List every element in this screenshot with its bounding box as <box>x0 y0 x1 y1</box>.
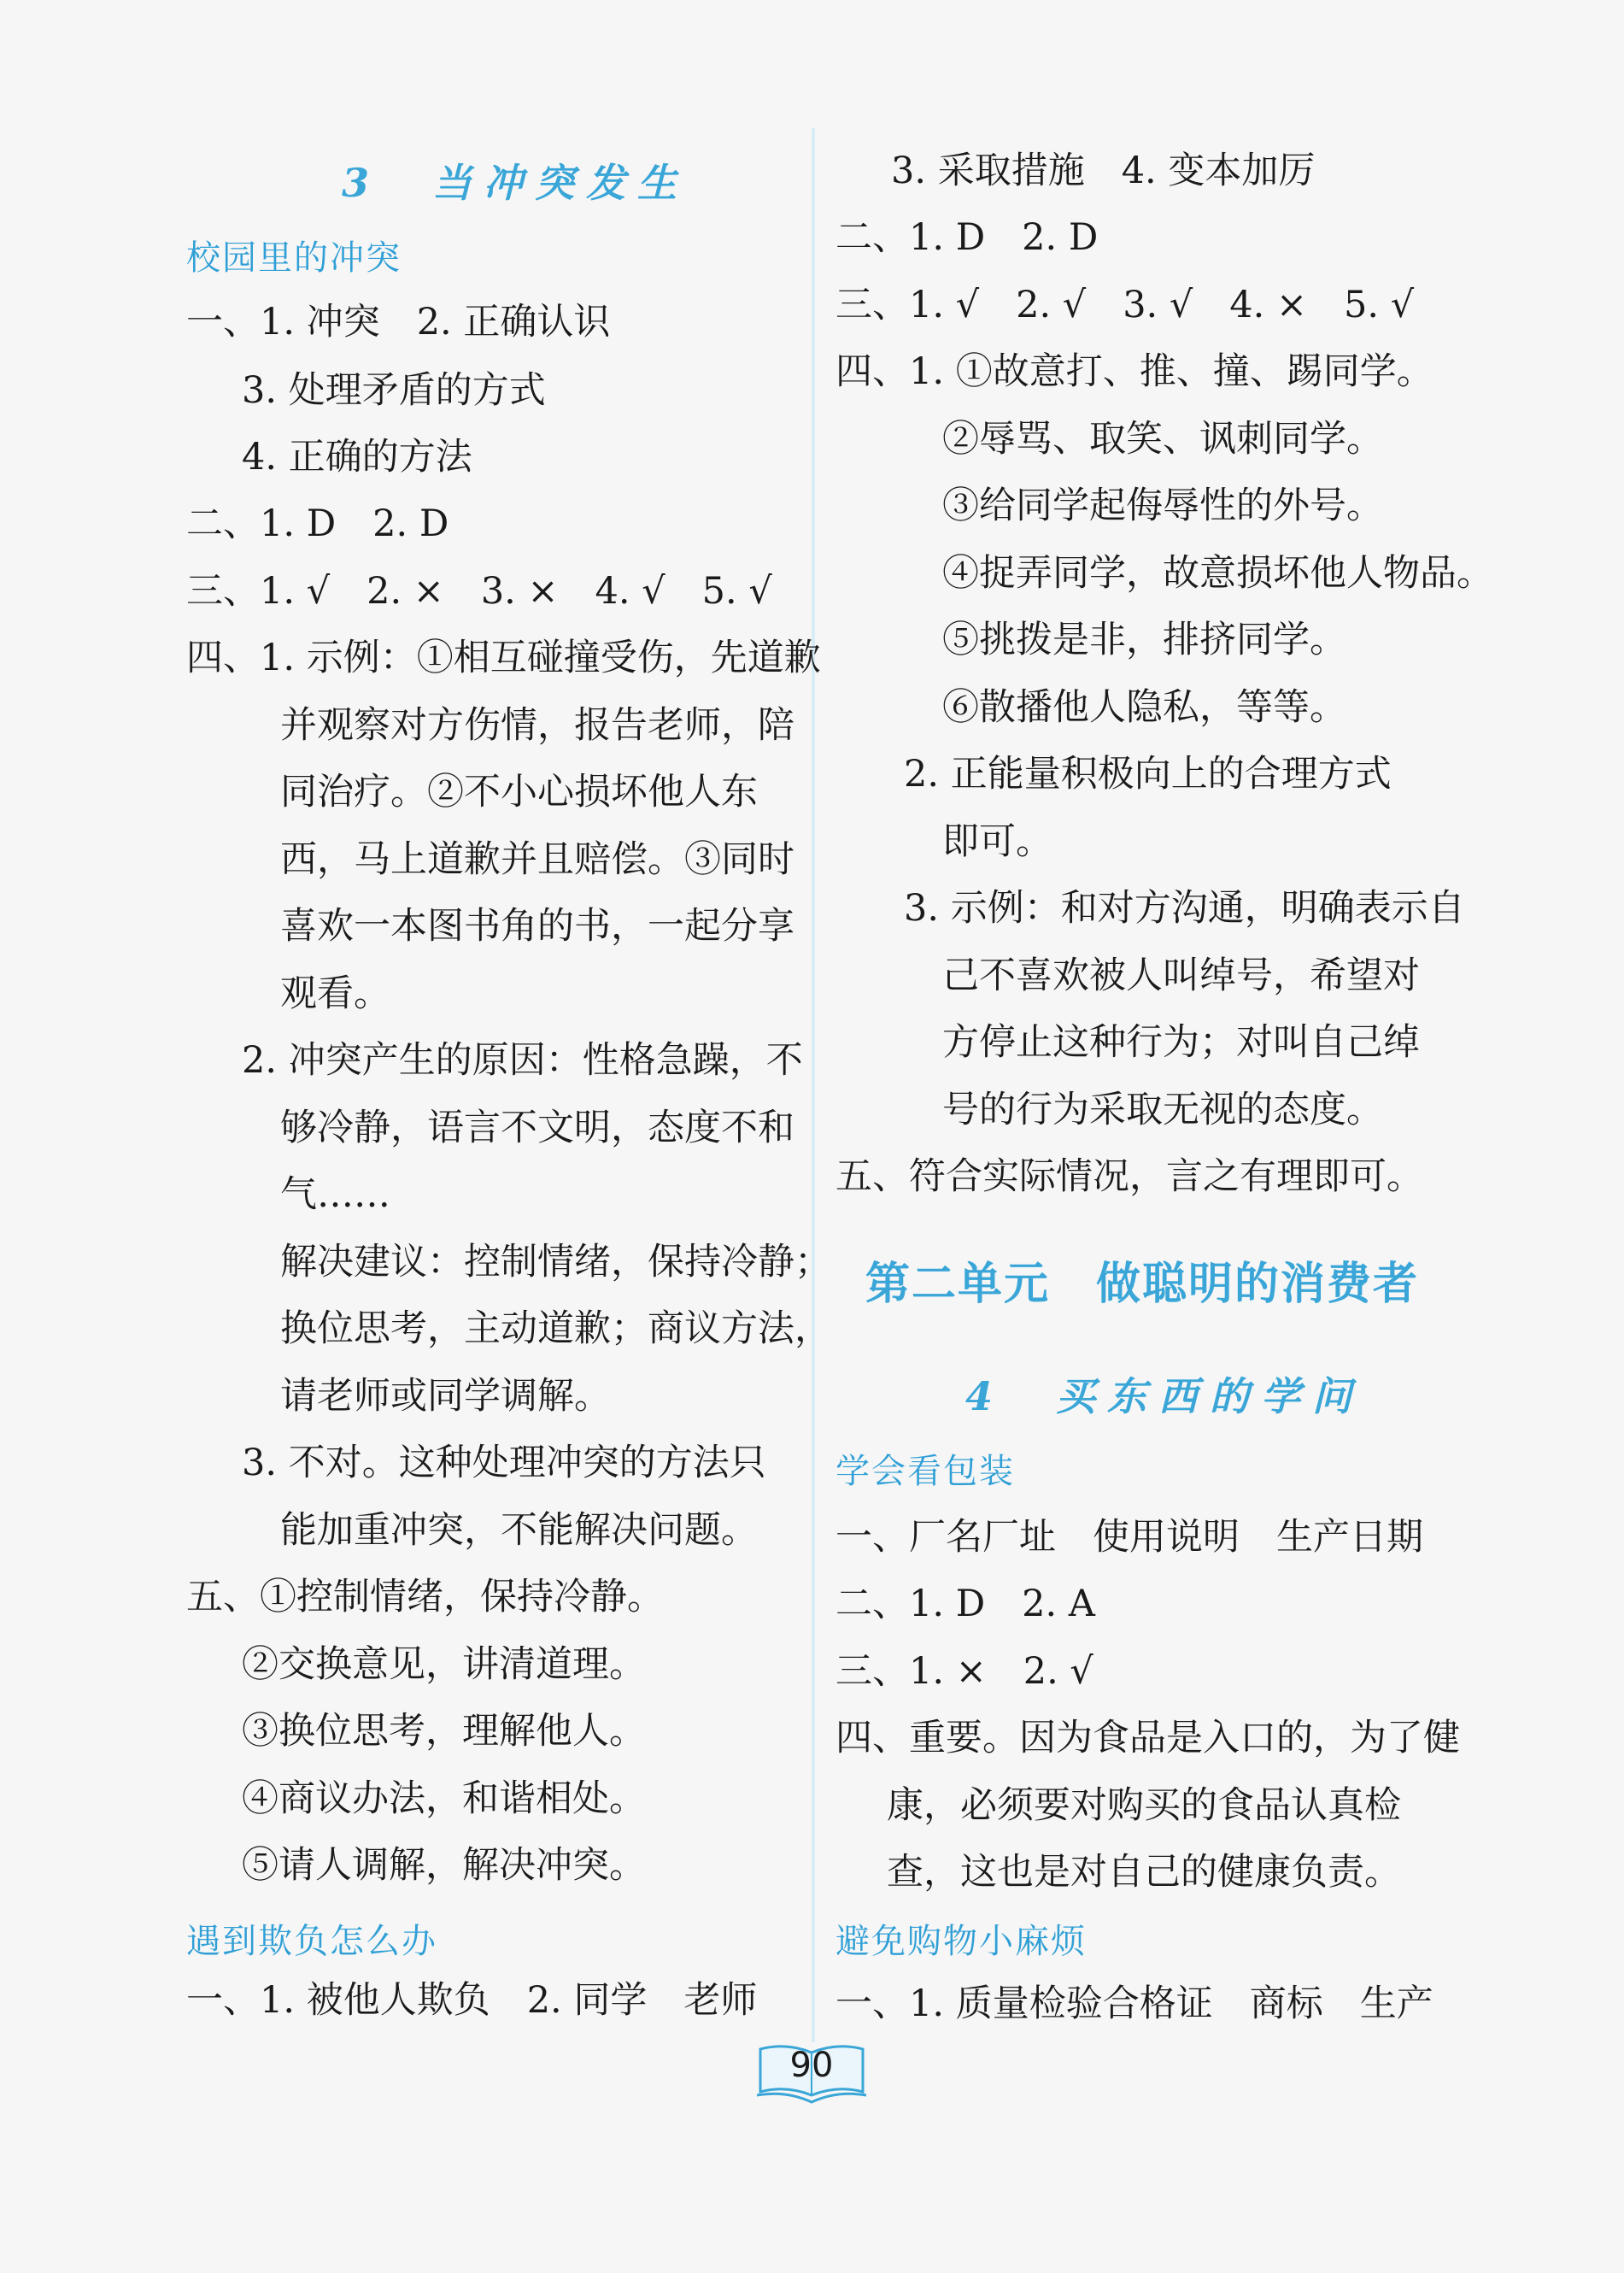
answer-line: 并观察对方伤情，报告老师，陪 <box>280 704 794 747</box>
answer-line: 一、1. 被他人欺负 2. 同学 老师 <box>186 1979 758 2022</box>
answer-line: 3. 处理矛盾的方式 <box>242 369 546 412</box>
answer-line: 换位思考，主动道歉；商议方法， <box>280 1307 831 1350</box>
answer-line: 能加重冲突，不能解决问题。 <box>280 1509 758 1552</box>
answer-line: 请老师或同学调解。 <box>280 1375 611 1418</box>
answer-line: 己不喜欢被人叫绰号，希望对 <box>942 954 1420 997</box>
answer-line: 一、厂名厂址 使用说明 生产日期 <box>835 1516 1423 1559</box>
answer-line: 4. 正确的方法 <box>242 436 472 479</box>
answer-line: 三、1. √ 2. × 3. × 4. √ 5. √ <box>186 570 772 613</box>
answer-line: ⑤挑拨是非，排挤同学。 <box>942 619 1346 661</box>
answer-line: 2. 正能量积极向上的合理方式 <box>904 753 1392 796</box>
section-title-campus-conflict: 校园里的冲突 <box>186 238 402 278</box>
answer-line: 二、1. D 2. D <box>186 502 449 545</box>
answer-line: 四、重要。因为食品是入口的，为了健 <box>835 1717 1460 1759</box>
answer-line: 三、1. × 2. √ <box>835 1650 1093 1693</box>
answer-line: 3. 不对。这种处理冲突的方法只 <box>242 1442 766 1484</box>
answer-line: 一、1. 冲突 2. 正确认识 <box>186 301 611 344</box>
answer-line: 即可。 <box>942 820 1052 863</box>
answer-line: ③换位思考，理解他人。 <box>242 1710 646 1753</box>
lesson-3-title: 3 当冲突发生 <box>342 160 689 206</box>
answer-line: 一、1. 质量检验合格证 商标 生产 <box>835 1982 1433 2025</box>
answer-line: 二、1. D 2. A <box>835 1583 1095 1625</box>
section-title-bullying: 遇到欺负怎么办 <box>186 1922 437 1961</box>
answer-line: 康，必须要对购买的食品认真检 <box>887 1784 1401 1827</box>
lesson-4-title: 4 买东西的学问 <box>965 1373 1364 1419</box>
answer-line: 够冷静，语言不文明，态度不和 <box>280 1107 794 1149</box>
answer-line: 方停止这种行为；对叫自己绰 <box>942 1021 1420 1064</box>
answer-line: 查，这也是对自己的健康负责。 <box>887 1851 1401 1894</box>
answer-line: 四、1. ①故意打、推、撞、踢同学。 <box>835 350 1433 393</box>
answer-line: 观看。 <box>280 972 390 1015</box>
answer-line: 西，马上道歉并且赔偿。③同时 <box>280 838 794 881</box>
answer-line: 二、1. D 2. D <box>835 216 1099 259</box>
answer-line: 3. 采取措施 4. 变本加厉 <box>891 150 1316 192</box>
answer-line: 五、①控制情绪，保持冷静。 <box>186 1576 664 1618</box>
unit-title: 第二单元 做聪明的消费者 <box>865 1258 1420 1310</box>
section-title-packaging: 学会看包装 <box>835 1452 1015 1491</box>
answer-line: ③给同学起侮辱性的外号。 <box>942 485 1383 527</box>
answer-line: 3. 示例：和对方沟通，明确表示自 <box>904 887 1465 930</box>
answer-line: ⑥散播他人隐私，等等。 <box>942 686 1346 729</box>
answer-line: 解决建议：控制情绪，保持冷静； <box>280 1241 831 1283</box>
answer-line: 号的行为采取无视的态度。 <box>942 1089 1383 1131</box>
answer-line: 同治疗。②不小心损坏他人东 <box>280 771 758 813</box>
answer-line: ②辱骂、取笑、讽刺同学。 <box>942 418 1383 461</box>
answer-line: ④商议办法，和谐相处。 <box>242 1777 646 1820</box>
answer-line: 三、1. √ 2. √ 3. √ 4. × 5. √ <box>835 284 1415 326</box>
section-title-shopping-troubles: 避免购物小麻烦 <box>835 1922 1087 1961</box>
answer-line: ④捉弄同学，故意损坏他人物品。 <box>942 552 1493 595</box>
answer-line: 五、符合实际情况，言之有理即可。 <box>835 1155 1423 1198</box>
column-divider <box>812 128 815 2042</box>
answer-line: 四、1. 示例：①相互碰撞受伤，先道歉 <box>186 637 821 679</box>
page-number-text: 90 <box>789 2046 834 2085</box>
answer-line: 气…… <box>280 1173 390 1216</box>
answer-line: ⑤请人调解，解决冲突。 <box>242 1844 646 1887</box>
page-number <box>752 2042 871 2111</box>
answer-line: ②交换意见，讲清道理。 <box>242 1643 646 1686</box>
answer-line: 2. 冲突产生的原因：性格急躁，不 <box>242 1039 803 1082</box>
answer-line: 喜欢一本图书角的书，一起分享 <box>280 905 794 948</box>
